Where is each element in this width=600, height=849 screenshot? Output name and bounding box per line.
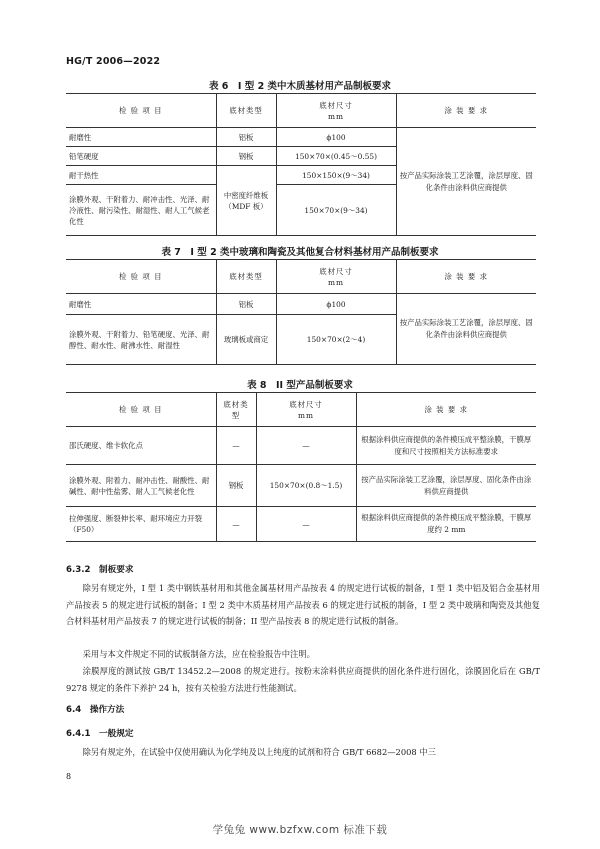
cell-item: 耐磨性 bbox=[66, 294, 216, 315]
cell-coating: 按产品实际涂装工艺涂覆，涂层厚度、固化条件由涂料供应商提供 bbox=[396, 294, 536, 365]
cell-substrate: 中密度纤维板（MDF 板） bbox=[216, 166, 276, 236]
table-header-row bbox=[66, 260, 536, 294]
cell-size: — bbox=[256, 427, 356, 465]
table-header-row bbox=[66, 94, 536, 128]
header-substrate: 底材类型 bbox=[216, 94, 276, 128]
cell-substrate: 玻璃板或商定 bbox=[216, 315, 276, 365]
cell-item: 涂膜外观、干附着力、铅笔硬度、光泽、耐醇性、耐水性、耐沸水性、耐湿性 bbox=[66, 315, 216, 365]
cell-coating: 按产品实际涂装工艺涂覆，涂层厚度、固化条件由涂料供应商提供 bbox=[356, 465, 536, 507]
cell-size: 150×70×(0.8～1.5) bbox=[256, 465, 356, 507]
paragraph: 采用与本文件规定不同的试板制备方法，应在检验报告中注明。 bbox=[82, 649, 315, 659]
cell-substrate: 钢板 bbox=[216, 147, 276, 166]
header-item: 检 验 项 目 bbox=[66, 260, 216, 294]
cell-size: 150×70×(9～34) bbox=[276, 185, 396, 236]
header-item: 检 验 项 目 bbox=[66, 94, 216, 128]
header-item: 检 验 项 目 bbox=[66, 393, 216, 427]
cell-size: 150×150×(9～34) bbox=[276, 166, 396, 185]
cell-substrate: 钢板 bbox=[216, 465, 256, 507]
paragraph: 除另有规定外，在试验中仅使用确认为化学纯及以上纯度的试剂和符合 GB/T 6682—2008 中三 bbox=[82, 747, 436, 757]
header-substrate: 底材类型 bbox=[216, 393, 256, 427]
header-coating: 涂 装 要 求 bbox=[356, 393, 536, 427]
cell-item: 耐磨性 bbox=[66, 128, 216, 147]
cell-coating: 根据涂料供应商提供的条件模压成平整涂膜，干膜厚度约 2 mm bbox=[356, 507, 536, 542]
header-size: 底材尺寸 mm bbox=[276, 260, 396, 294]
table-row bbox=[66, 128, 536, 147]
page-number: 8 bbox=[66, 772, 72, 781]
cell-substrate: — bbox=[216, 427, 256, 465]
table-7 bbox=[66, 259, 536, 365]
document-code: HG/T 2006—2022 bbox=[66, 56, 161, 67]
table-6 bbox=[66, 93, 536, 236]
table-header-row bbox=[66, 393, 536, 427]
paragraph: 涂膜厚度的测试按 GB/T 13452.2—2008 的规定进行。按粉末涂料供应商提供的固化条件进行固化，涂膜固化后在 GB/T 9278 规定的条件下养护 24 h，按有关检验方法进行性能测试。 bbox=[66, 666, 540, 693]
table-8 bbox=[66, 392, 536, 542]
cell-coating: 根据涂料供应商提供的条件模压成平整涂膜，干膜厚度和尺寸按照相关方法标准要求 bbox=[356, 427, 536, 465]
cell-item: 邵氏硬度、维卡软化点 bbox=[66, 427, 216, 465]
cell-item: 涂膜外观、附着力、耐冲击性、耐酸性、耐碱性、耐中性盐雾、耐人工气候老化性 bbox=[66, 465, 216, 507]
cell-size: — bbox=[256, 507, 356, 542]
table-8-caption: 表 8 II 型产品制板要求 bbox=[247, 380, 353, 391]
table-7-caption: 表 7 I 型 2 类中玻璃和陶瓷及其他复合材料基材用产品制板要求 bbox=[161, 247, 439, 258]
table-row bbox=[66, 427, 536, 465]
table-row bbox=[66, 294, 536, 315]
cell-coating: 按产品实际涂装工艺涂覆，涂层厚度、固化条件由涂料供应商提供 bbox=[396, 128, 536, 236]
header-size: 底材尺寸 mm bbox=[276, 94, 396, 128]
header-substrate: 底材类型 bbox=[216, 260, 276, 294]
section-heading-6-4: 6.4 操作方法 bbox=[66, 705, 125, 715]
section-heading-6-3-2: 6.3.2 制板要求 bbox=[66, 565, 134, 575]
table-row bbox=[66, 465, 536, 507]
cell-item: 拉伸强度、断裂伸长率、耐环境应力开裂（F50） bbox=[66, 507, 216, 542]
cell-substrate: — bbox=[216, 507, 256, 542]
section-heading-6-4-1: 6.4.1 一般规定 bbox=[66, 729, 134, 739]
table-6-caption: 表 6 I 型 2 类中木质基材用产品制板要求 bbox=[209, 81, 391, 92]
header-coating: 涂 装 要 求 bbox=[396, 94, 536, 128]
header-coating: 涂 装 要 求 bbox=[396, 260, 536, 294]
cell-size: 150×70×(0.45～0.55) bbox=[276, 147, 396, 166]
cell-substrate: 铝板 bbox=[216, 128, 276, 147]
cell-item: 耐干热性 bbox=[66, 166, 216, 185]
cell-size: ϕ100 bbox=[276, 128, 396, 147]
table-row bbox=[66, 507, 536, 542]
cell-size: 150×70×(2～4) bbox=[276, 315, 396, 365]
watermark: 学兔兔 www.bzfxw.com 标准下载 bbox=[212, 824, 388, 836]
paragraph: 除另有规定外，I 型 1 类中钢铁基材用和其他金属基材用产品按表 4 的规定进行试板的制备，I 型 1 类中铝及铝合金基材用产品按表 5 的规定进行试板的制备；I 型 2 类中木质基材用产品按表 6 的规定进行试板的制备，I 型 2 类中玻璃和陶瓷及其他复合材料基材用产品按表 7 的规定进行试板的制备；II 型产品按表 8 的规定进行试板的制备。 bbox=[66, 583, 540, 626]
cell-item: 涂膜外观、干附着力、耐冲击性、光泽、耐冷液性、耐污染性、耐湿性、耐人工气候老化性 bbox=[66, 185, 216, 236]
cell-size: ϕ100 bbox=[276, 294, 396, 315]
cell-substrate: 铝板 bbox=[216, 294, 276, 315]
cell-item: 铅笔硬度 bbox=[66, 147, 216, 166]
header-size: 底材尺寸 mm bbox=[256, 393, 356, 427]
